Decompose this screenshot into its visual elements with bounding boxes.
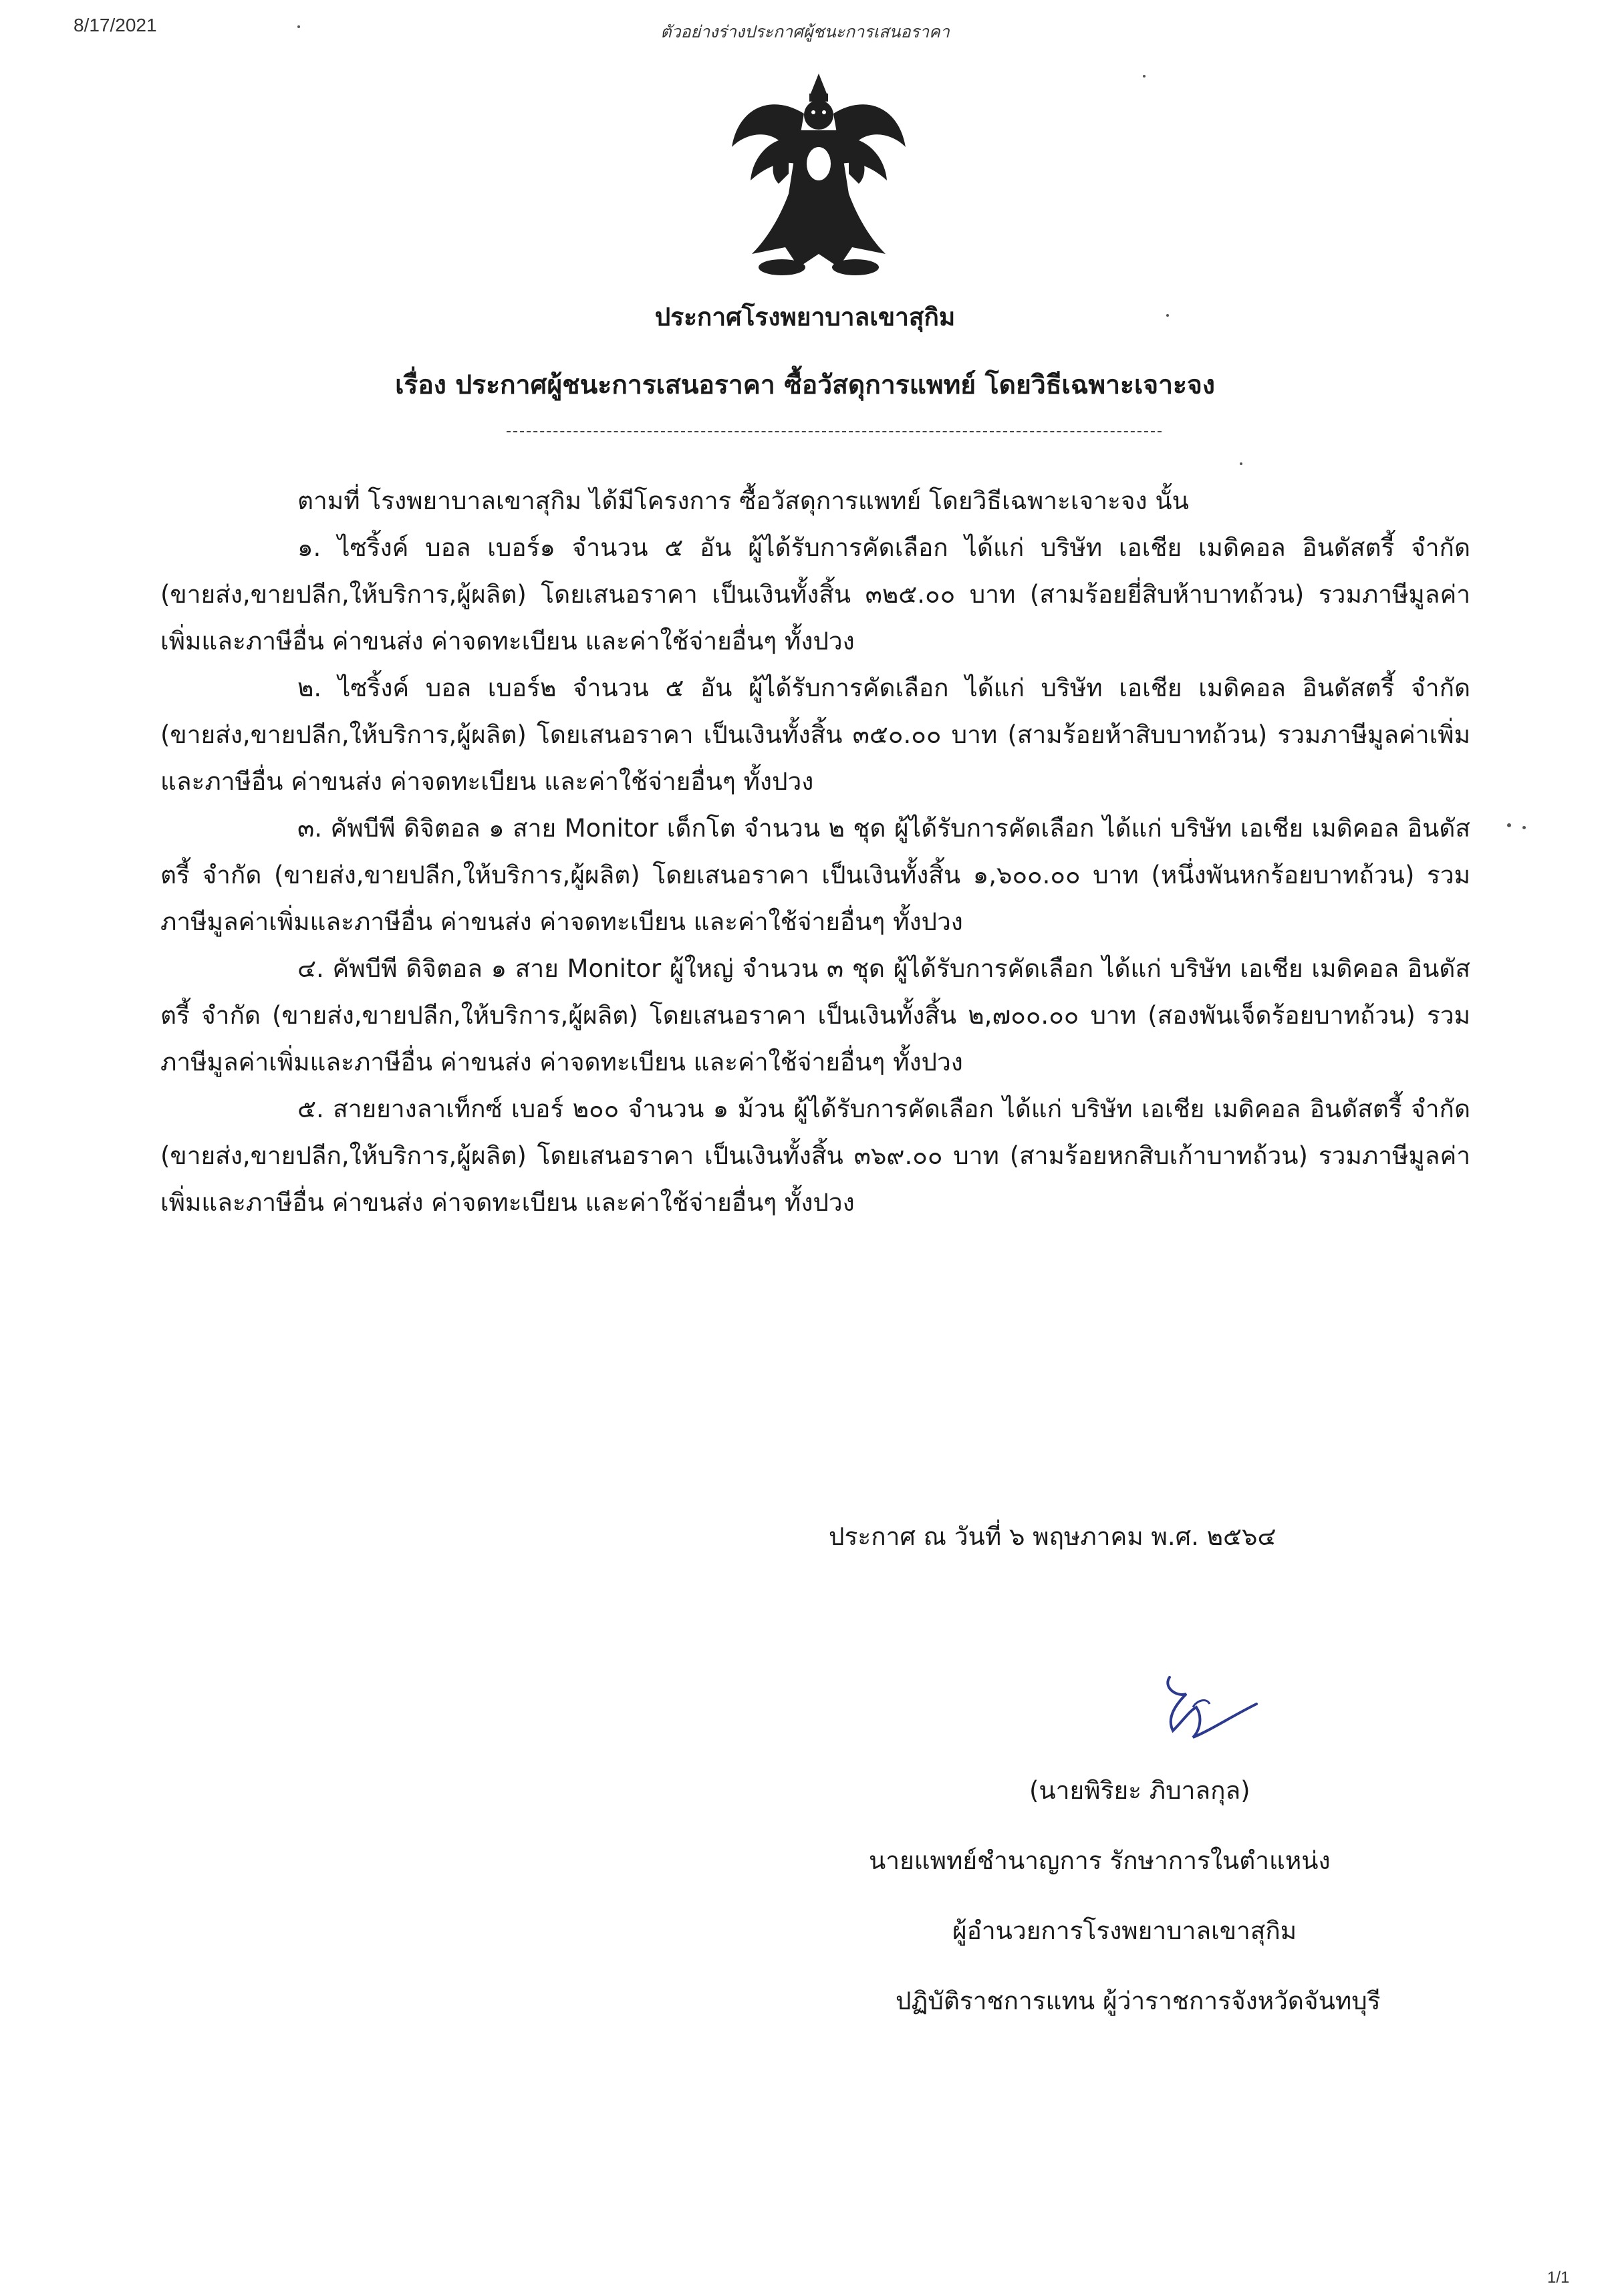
scan-speck: [1240, 462, 1242, 465]
document-title: ประกาศโรงพยาบาลเขาสุกิม: [654, 303, 956, 331]
print-date: 8/17/2021: [74, 15, 157, 35]
document-header-title: ตัวอย่างร่างประกาศผู้ชนะการเสนอราคา: [660, 22, 950, 41]
signature-icon: [1129, 1657, 1263, 1751]
announce-date: ประกาศ ณ วันที่ ๖ พฤษภาคม พ.ศ. ๒๕๖๔: [829, 1522, 1277, 1551]
scan-speck: [297, 25, 300, 28]
list-item: ๕. สายยางลาเท็กซ์ เบอร์ ๒๐๐ จำนวน ๑ ม้วน ผู้ได้รับการคัดเลือก ได้แก่ บริษัท เอเชีย เมดิคอล อินดัสตรี้ จำกัด (ขายส่ง,ขายปลีก,ให้บริการ,ผู้ผลิต) โดยเสนอราคา เป็นเงินทั้งสิ้น ๓๖๙.๐๐ บาท (สามร้อยหกสิบเก้าบาทถ้วน) รวมภาษีมูลค่าเพิ่มและภาษีอื่น ค่าขนส่ง ค่าจดทะเบียน และค่าใช้จ่ายอื่นๆ ทั้งปวง: [160, 1095, 1470, 1217]
scan-speck: [1166, 314, 1169, 317]
signer-position-3: ปฏิบัติราชการแทน ผู้ว่าราชการจังหวัดจันทบุรี: [896, 1987, 1381, 2015]
signer-position-1: นายแพทย์ชำนาญการ รักษาการในตำแหน่ง: [869, 1846, 1331, 1875]
list-item: ๓. คัพบีพี ดิจิตอล ๑ สาย Monitor เด็กโต จำนวน ๒ ชุด ผู้ได้รับการคัดเลือก ได้แก่ บริษัท เอเชีย เมดิคอล อินดัสตรี้ จำกัด (ขายส่ง,ขายปลีก,ให้บริการ,ผู้ผลิต) โดยเสนอราคา เป็นเงินทั้งสิ้น ๑,๖๐๐.๐๐ บาท (หนึ่งพันหกร้อยบาทถ้วน) รวมภาษีมูลค่าเพิ่มและภาษีอื่น ค่าขนส่ง ค่าจดทะเบียน และค่าใช้จ่ายอื่นๆ ทั้งปวง: [160, 814, 1470, 936]
signer-name: (นายพิริยะ ภิบาลกุล): [1029, 1776, 1250, 1805]
list-item: ๔. คัพบีพี ดิจิตอล ๑ สาย Monitor ผู้ใหญ่ จำนวน ๓ ชุด ผู้ได้รับการคัดเลือก ได้แก่ บริษัท เอเชีย เมดิคอล อินดัสตรี้ จำกัด (ขายส่ง,ขายปลีก,ให้บริการ,ผู้ผลิต) โดยเสนอราคา เป็นเงินทั้งสิ้น ๒,๗๐๐.๐๐ บาท (สองพันเจ็ดร้อยบาทถ้วน) รวมภาษีมูลค่าเพิ่มและภาษีอื่น ค่าขนส่ง ค่าจดทะเบียน และค่าใช้จ่ายอื่นๆ ทั้งปวง: [160, 954, 1470, 1077]
signer-position-2: ผู้อำนวยการโรงพยาบาลเขาสุกิม: [952, 1916, 1297, 1945]
page-number: 1/1: [1547, 2269, 1570, 2287]
scan-speck: [1507, 823, 1511, 827]
title-divider: [507, 431, 1162, 432]
garuda-emblem-icon: [725, 67, 912, 281]
scan-speck: [1143, 75, 1146, 78]
list-item: ๑. ไซริ้งค์ บอล เบอร์๑ จำนวน ๕ อัน ผู้ได้รับการคัดเลือก ได้แก่ บริษัท เอเชีย เมดิคอล อินดัสตรี้ จำกัด (ขายส่ง,ขายปลีก,ให้บริการ,ผู้ผลิต) โดยเสนอราคา เป็นเงินทั้งสิ้น ๓๒๕.๐๐ บาท (สามร้อยยี่สิบห้าบาทถ้วน) รวมภาษีมูลค่าเพิ่มและภาษีอื่น ค่าขนส่ง ค่าจดทะเบียน และค่าใช้จ่ายอื่นๆ ทั้งปวง: [160, 533, 1470, 656]
intro-paragraph: ตามที่ โรงพยาบาลเขาสุกิม ได้มีโครงการ ซื้อวัสดุการแพทย์ โดยวิธีเฉพาะเจาะจง นั้น: [297, 486, 1189, 515]
items-list: [160, 525, 1470, 1226]
document-subject: เรื่อง ประกาศผู้ชนะการเสนอราคา ซื้อวัสดุการแพทย์ โดยวิธีเฉพาะเจาะจง: [395, 370, 1215, 400]
scan-speck: [1522, 826, 1526, 829]
list-item: ๒. ไซริ้งค์ บอล เบอร์๒ จำนวน ๕ อัน ผู้ได้รับการคัดเลือก ได้แก่ บริษัท เอเชีย เมดิคอล อินดัสตรี้ จำกัด (ขายส่ง,ขายปลีก,ให้บริการ,ผู้ผลิต) โดยเสนอราคา เป็นเงินทั้งสิ้น ๓๕๐.๐๐ บาท (สามร้อยห้าสิบบาทถ้วน) รวมภาษีมูลค่าเพิ่มและภาษีอื่น ค่าขนส่ง ค่าจดทะเบียน และค่าใช้จ่ายอื่นๆ ทั้งปวง: [160, 674, 1470, 796]
